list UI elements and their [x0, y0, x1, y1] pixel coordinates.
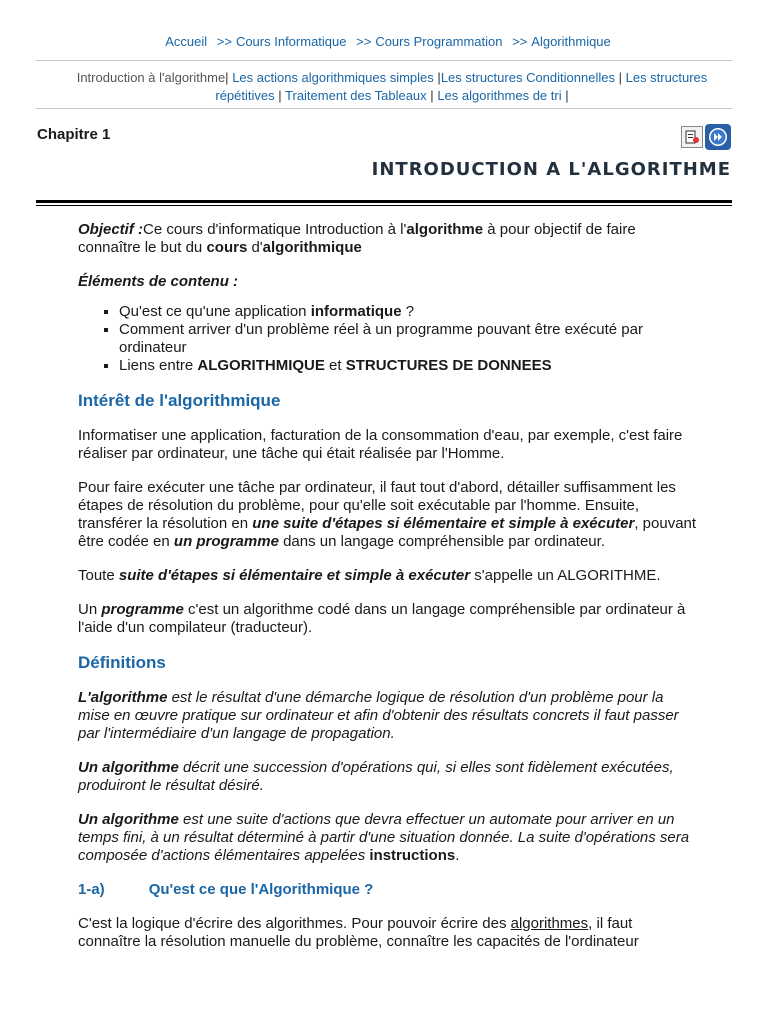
breadcrumb-home-link[interactable]: Accueil [165, 34, 208, 49]
article-body [78, 221, 698, 967]
breadcrumb-separator: >> [216, 34, 232, 49]
breadcrumb-cours-informatique-link[interactable]: Cours Informatique [235, 34, 347, 49]
paragraph: Toute suite d'étapes si élémentaire et simple à exécuter s'appelle un ALGORITHME. [78, 567, 661, 584]
list-item: ▪ Comment arriver d'un problème réel à un programme pouvant être exécuté par ordinateur [119, 321, 698, 357]
paragraph: Un programme c'est un algorithme codé dans un langage compréhensible par ordinateur à l'aide d'un compilateur (traducteur). [78, 601, 686, 636]
breadcrumb-separator: >> [512, 34, 528, 49]
nav-link-tableaux[interactable]: Traitement des Tableaux [285, 88, 427, 103]
nav-current-chapter: Introduction à l'algorithme [76, 70, 226, 85]
elements-label: Éléments de contenu : [78, 273, 239, 290]
breadcrumb-algorithmique-link[interactable]: Algorithmique [531, 34, 611, 49]
title-rule [36, 200, 732, 203]
nav-link-structures-conditionnelles[interactable]: Les structures Conditionnelles [440, 70, 615, 85]
paragraph: C'est la logique d'écrire des algorithmes. Pour pouvoir écrire des algorithmes, il faut connaître la résolution manuelle du problème, connaître les capacités de l'ordinateur [78, 915, 639, 950]
breadcrumb-separator: >> [356, 34, 372, 49]
page-tools [681, 126, 731, 150]
subsection-heading: 1-a) Qu'est ce que l'Algorithmique ? [78, 881, 374, 898]
breadcrumb [0, 34, 768, 49]
definition-paragraph: Un algorithme décrit une succession d'opérations qui, si elles sont fidèlement exécutées, produiront le résultat désiré. [78, 759, 674, 794]
definition-paragraph: L'algorithme est le résultat d'une démarche logique de résolution d'un problème pour la mise en œuvre pratique sur ordinateur et afin d'obtenir des résultats concrets il faut passer par l'intermédiaire d'un langage de propagation. [78, 689, 679, 742]
algorithmes-link[interactable]: algorithmes [510, 915, 589, 932]
list-item: ▪ Liens entre ALGORITHMIQUE et STRUCTURES DE DONNEES [119, 357, 698, 375]
list-item: ▪ Qu'est ce qu'une application informatique ? [119, 303, 698, 321]
nav-link-algorithmes-tri[interactable]: Les algorithmes de tri [437, 88, 562, 103]
definition-paragraph: Un algorithme est une suite d'actions que devra effectuer un automate pour arriver en un temps fini, à un résultat déterminé à partir d'une situation donnée. La suite d'opérations sera composée d'actions élémentaires appelées instructions. [78, 811, 690, 864]
breadcrumb-cours-programmation-link[interactable]: Cours Programmation [375, 34, 503, 49]
page-title: INTRODUCTION A L'ALGORITHME [371, 159, 731, 180]
title-rule [36, 205, 732, 206]
paragraph: Pour faire exécuter une tâche par ordinateur, il faut tout d'abord, détailler suffisamment les étapes de résolution du problème, pour qu'elle soit exécutable par l'homme. Ensuite, transférer la résolution en une suite d'étapes si élémentaire et simple à exécuter, pouvant être codée en un programme dans un langage compréhensible par ordinateur. [78, 479, 697, 550]
print-icon[interactable] [681, 126, 703, 148]
nav-link-actions-simples[interactable]: Les actions algorithmiques simples [232, 70, 434, 85]
objectif-paragraph: Objectif :Ce cours d'informatique Introduction à l'algorithme à pour objectif de faire connaître le but du cours d'algorithmique [78, 221, 636, 256]
section-heading-interet: Intérêt de l'algorithmique [78, 391, 281, 410]
nav-link-structures-repetitives[interactable]: Les structures répétitives [215, 70, 708, 103]
divider [36, 60, 732, 61]
divider [36, 108, 732, 109]
next-icon[interactable] [705, 124, 731, 150]
content-list [78, 303, 698, 375]
chapter-label: Chapitre 1 [37, 126, 111, 143]
paragraph: Informatiser une application, facturation de la consommation d'eau, par exemple, c'est faire réaliser par ordinateur, une tâche qui était réalisée par l'Homme. [78, 427, 683, 462]
section-heading-definitions: Définitions [78, 653, 166, 672]
chapter-nav: Introduction à l'algorithme| Les actions algorithmiques simples |Les structures Conditionnelles | Les structures répétitives | Traitement des Tableaux | Les algorithmes de tri | [76, 70, 708, 103]
